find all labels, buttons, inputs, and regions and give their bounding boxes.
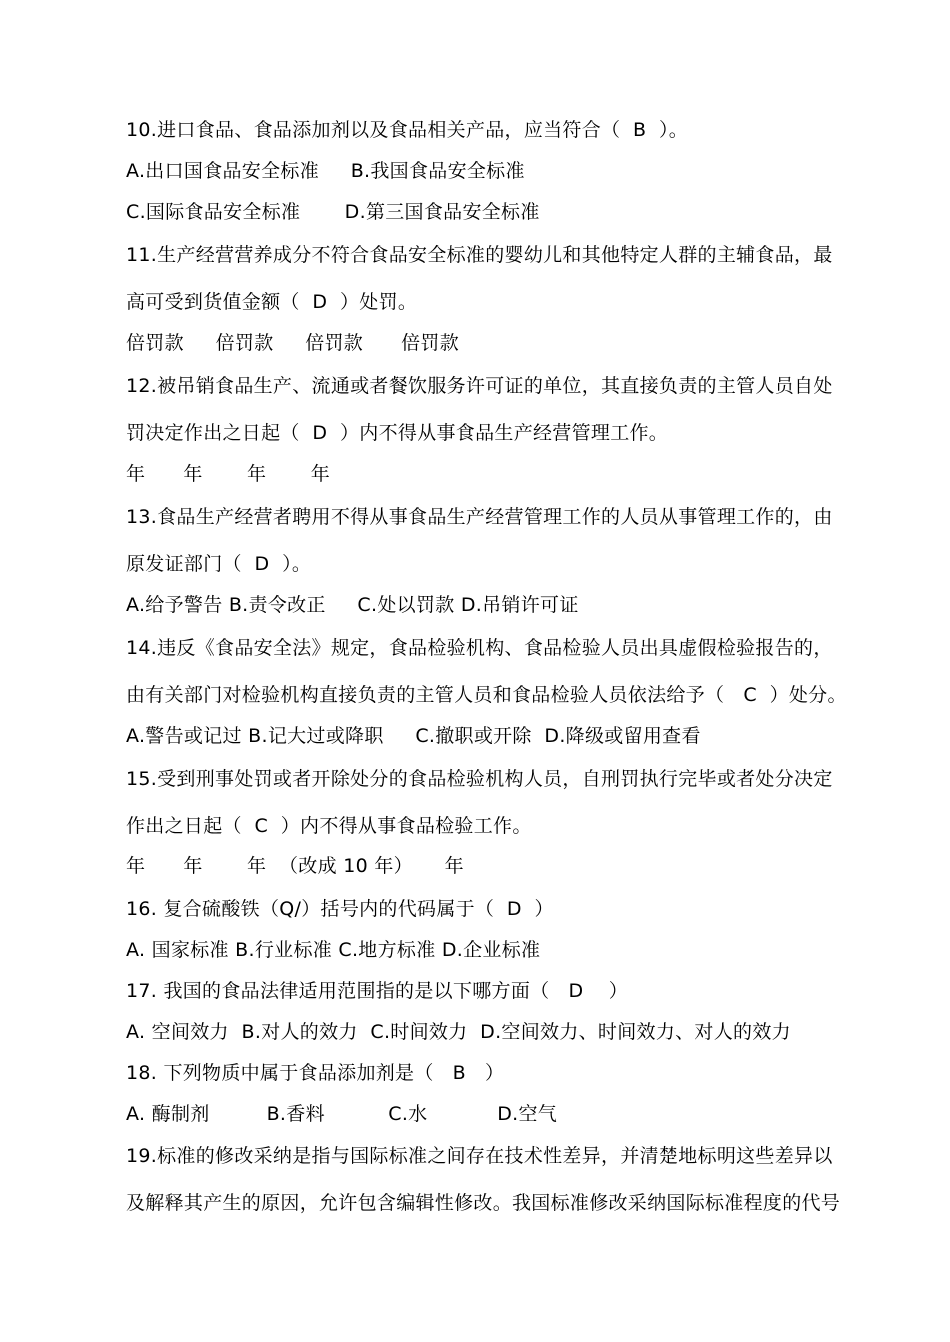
options-15: 年 年 年 （改成 10 年） 年 — [126, 855, 464, 877]
options-11: 倍罚款 倍罚款 倍罚款 倍罚款 — [126, 332, 460, 354]
question-14-line-1: 14.违反《食品安全法》规定，食品检验机构、食品检验人员出具虚假检验报告的， — [126, 637, 833, 659]
options-18: A. 酶制剂 B.香料 C.水 D.空气 — [126, 1103, 558, 1125]
question-11-line-1: 11.生产经营营养成分不符合食品安全标准的婴幼儿和其他特定人群的主辅食品，最 — [126, 244, 833, 266]
question-11-line-2: 高可受到货值金额（ D ）处罚。 — [126, 291, 418, 313]
question-16: 16. 复合硫酸铁（Q/）括号内的代码属于（ D ） — [126, 898, 554, 920]
question-19-line-1: 19.标准的修改采纳是指与国际标准之间存在技术性差异，并清楚地标明这些差异以 — [126, 1145, 833, 1167]
question-12-line-1: 12.被吊销食品生产、流通或者餐饮服务许可证的单位，其直接负责的主管人员自处 — [126, 375, 833, 397]
question-13-line-1: 13.食品生产经营者聘用不得从事食品生产经营管理工作的人员从事管理工作的，由 — [126, 506, 833, 528]
question-18: 18. 下列物质中属于食品添加剂是（ B ） — [126, 1062, 505, 1084]
options-12: 年 年 年 年 — [126, 463, 330, 485]
question-14-line-2: 由有关部门对检验机构直接负责的主管人员和食品检验人员依法给予（ C ）处分。 — [126, 684, 847, 706]
question-15-line-1: 15.受到刑事处罚或者开除处分的食品检验机构人员，自刑罚执行完毕或者处分决定 — [126, 768, 833, 790]
options-14: A.警告或记过 B.记大过或降职 C.撤职或开除 D.降级或留用查看 — [126, 725, 701, 747]
options-16: A. 国家标准 B.行业标准 C.地方标准 D.企业标准 — [126, 939, 541, 961]
options-10-cd: C.国际食品安全标准 D.第三国食品安全标准 — [126, 201, 540, 223]
options-13: A.给予警告 B.责令改正 C.处以罚款 D.吊销许可证 — [126, 594, 579, 616]
question-13-line-2: 原发证部门（ D ）。 — [126, 553, 312, 575]
question-10: 10.进口食品、食品添加剂以及食品相关产品，应当符合（ B ）。 — [126, 119, 689, 141]
question-15-line-2: 作出之日起（ C ）内不得从事食品检验工作。 — [126, 815, 532, 837]
question-17: 17. 我国的食品法律适用范围指的是以下哪方面（ D ） — [126, 980, 629, 1002]
options-17: A. 空间效力 B.对人的效力 C.时间效力 D.空间效力、时间效力、对人的效力 — [126, 1021, 791, 1043]
question-19-line-2: 及解释其产生的原因，允许包含编辑性修改。我国标准修改采纳国际标准程度的代号 — [126, 1192, 841, 1214]
question-12-line-2: 罚决定作出之日起（ D ）内不得从事食品生产经营管理工作。 — [126, 422, 669, 444]
options-10-ab: A.出口国食品安全标准 B.我国食品安全标准 — [126, 160, 525, 182]
